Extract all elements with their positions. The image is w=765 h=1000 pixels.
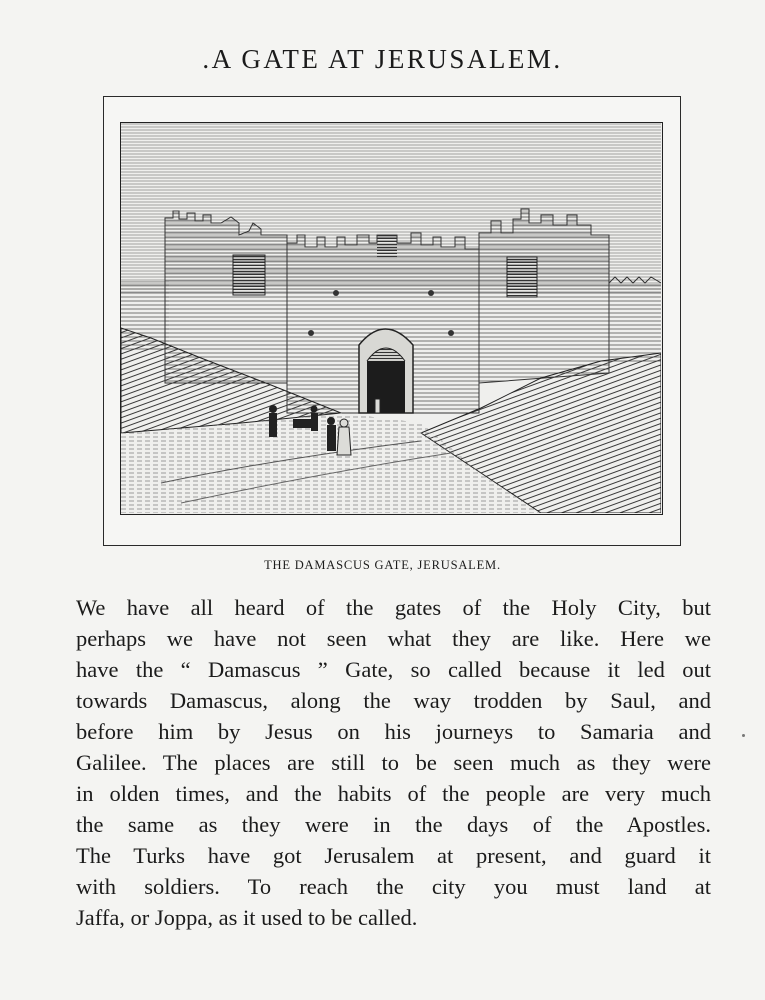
illustration-caption: THE DAMASCUS GATE, JERUSALEM. (264, 558, 501, 572)
body-line: before him by Jesus on his journeys to Samaria and (76, 719, 711, 744)
body-line: with soldiers. To reach the city you must land at (76, 874, 711, 899)
page-title: .A GATE AT JERUSALEM. (202, 44, 563, 74)
body-line: towards Damascus, along the way trodden by Saul, and (76, 688, 711, 713)
body-line: have the “ Damascus ” Gate, so called because it led out (76, 657, 711, 682)
body-line: The Turks have got Jerusalem at present, and guard it (76, 843, 711, 868)
body-line: in olden times, and the habits of the people are very much (76, 781, 711, 806)
body-line: Jaffa, or Joppa, as it used to be called. (76, 905, 418, 930)
paper-speck (742, 734, 745, 737)
body-line: We have all heard of the gates of the Holy City, but (76, 595, 711, 620)
engraving-svg (121, 123, 661, 513)
damascus-gate-engraving (120, 122, 663, 515)
body-line: perhaps we have not seen what they are like. Here we (76, 626, 711, 651)
illustration-plate (103, 96, 681, 546)
body-line: the same as they were in the days of the Apostles. (76, 812, 711, 837)
body-line: Galilee. The places are still to be seen much as they were (76, 750, 711, 775)
body-paragraph (76, 592, 711, 933)
